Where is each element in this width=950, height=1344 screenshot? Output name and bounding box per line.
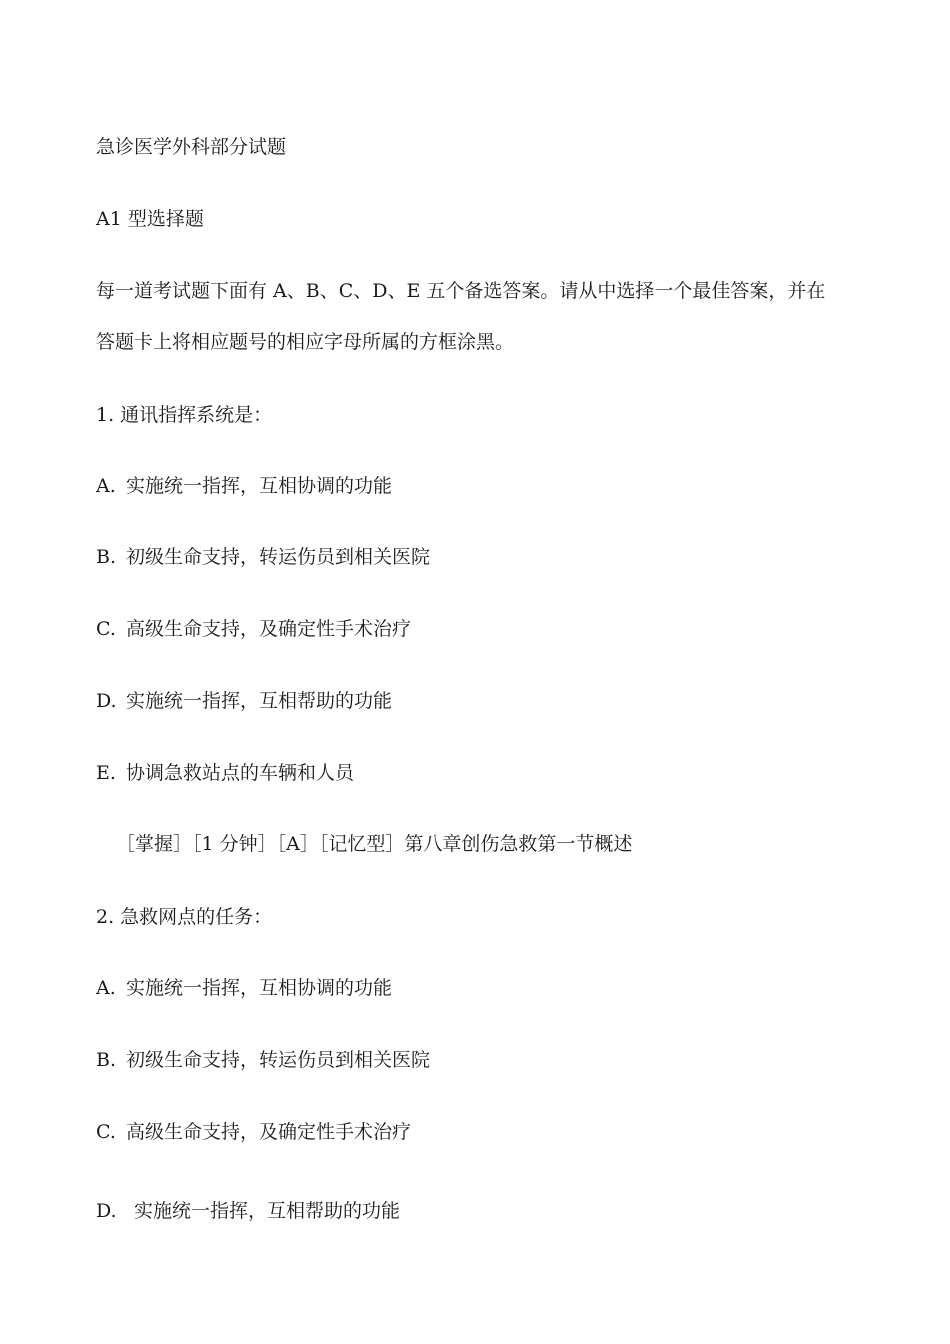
option-item — [96, 689, 392, 713]
option-letter: E. — [96, 762, 116, 784]
option-item — [96, 976, 392, 1000]
option-text: 实施统一指挥，互相帮助的功能 — [126, 690, 393, 712]
option-letter: D. — [96, 1200, 117, 1222]
option-text: 高级生命支持，及确定性手术治疗 — [126, 1121, 412, 1143]
option-item — [96, 1199, 400, 1223]
question-stem: 2. 急救网点的任务： — [96, 906, 273, 928]
option-text: 协调急救站点的车辆和人员 — [126, 762, 355, 784]
option-text: 高级生命支持，及确定性手术治疗 — [126, 618, 412, 640]
option-letter: B. — [96, 546, 117, 568]
option-letter: A. — [96, 977, 116, 999]
option-text: 实施统一指挥，互相协调的功能 — [126, 977, 393, 999]
question-note: ［掌握］［1 分钟］［A］［记忆型］第八章创伤急救第一节概述 — [116, 833, 633, 855]
option-text: 初级生命支持，转运伤员到相关医院 — [126, 1049, 431, 1071]
option-item — [96, 545, 430, 569]
option-text: 实施统一指挥，互相协调的功能 — [126, 475, 393, 497]
option-item — [96, 1120, 411, 1144]
option-item — [96, 1048, 430, 1072]
document-title: 急诊医学外科部分试题 — [96, 136, 287, 158]
instruction-line-2: 答题卡上将相应题号的相应字母所属的方框涂黑。 — [96, 331, 515, 353]
option-letter: B. — [96, 1049, 117, 1071]
option-letter: C. — [96, 618, 116, 640]
option-letter: C. — [96, 1121, 116, 1143]
option-item — [96, 617, 411, 641]
option-text: 初级生命支持，转运伤员到相关医院 — [126, 546, 431, 568]
option-letter: A. — [96, 475, 116, 497]
option-item — [96, 761, 354, 785]
question-stem: 1. 通讯指挥系统是： — [96, 404, 273, 426]
option-letter: D. — [96, 690, 117, 712]
section-title: A1 型选择题 — [96, 208, 204, 230]
option-text: 实施统一指挥，互相帮助的功能 — [134, 1200, 401, 1222]
instruction-line-1: 每一道考试题下面有 A、B、C、D、E 五个备选答案。请从中选择一个最佳答案，并在 — [96, 280, 826, 302]
option-item — [96, 474, 392, 498]
